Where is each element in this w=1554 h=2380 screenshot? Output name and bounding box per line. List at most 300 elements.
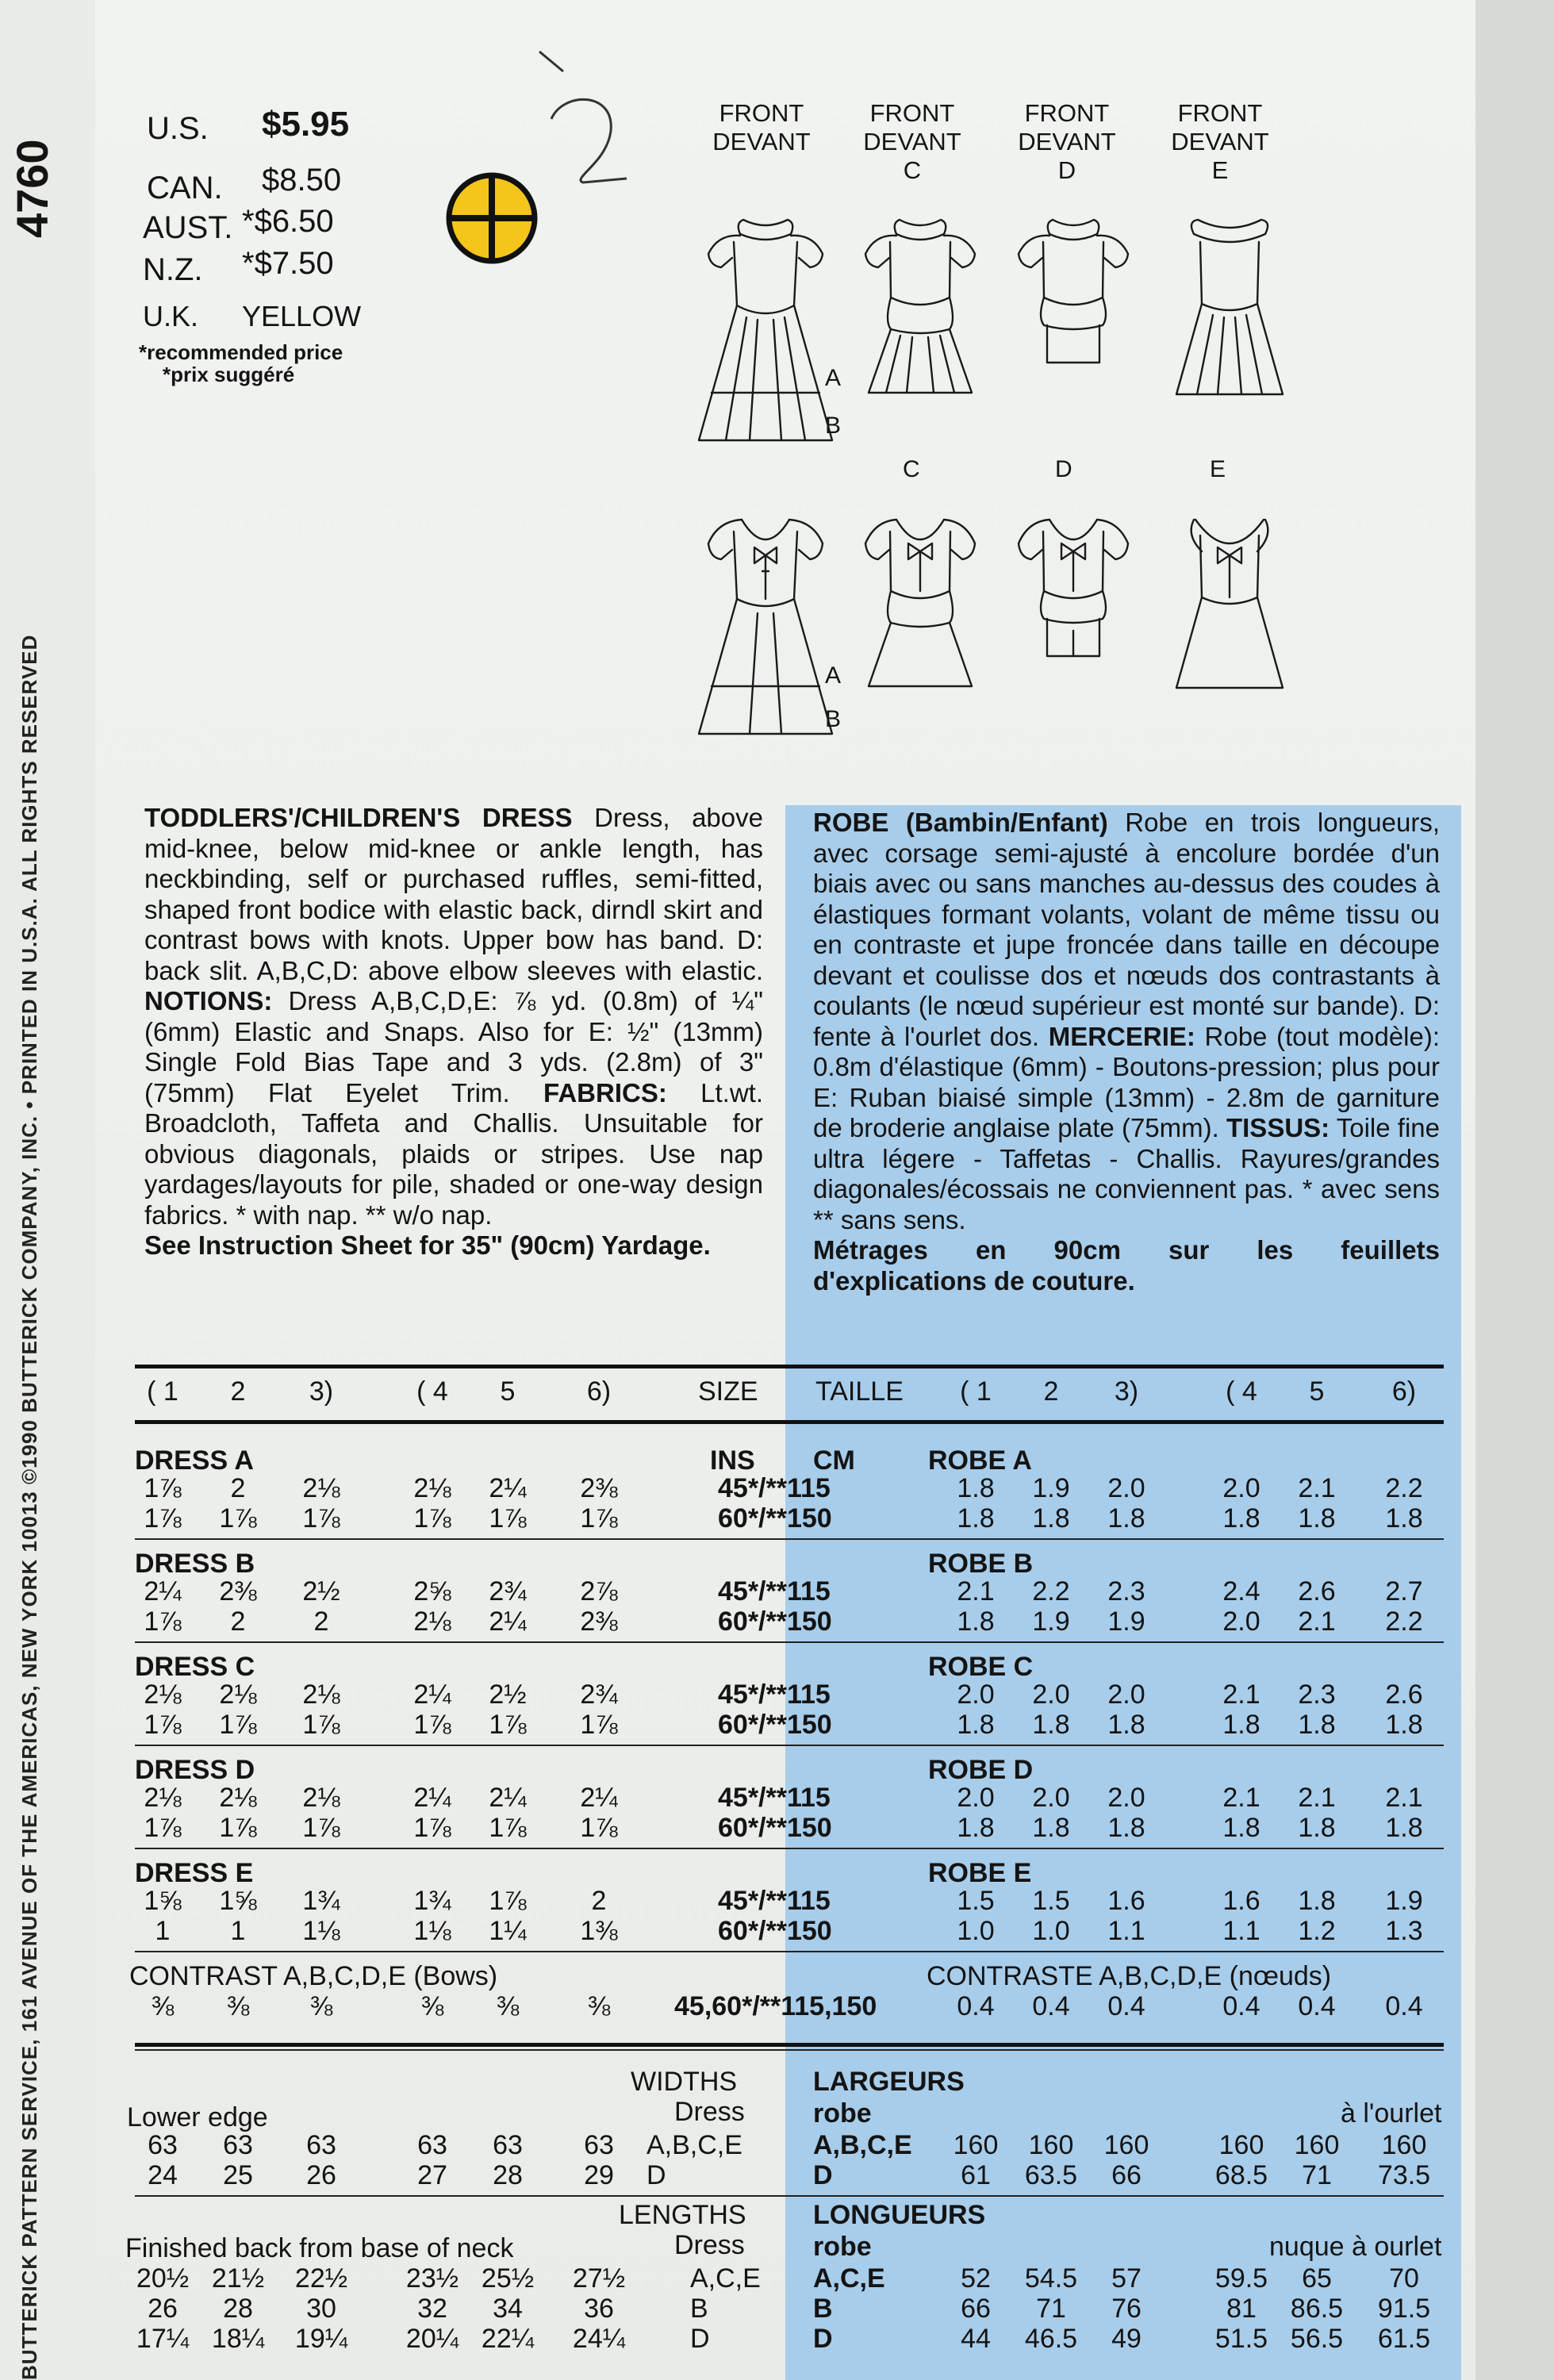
yardage-value: 1⅞ bbox=[413, 1710, 451, 1740]
length-inch-value: 34 bbox=[493, 2294, 523, 2324]
length-cm-value: 46.5 bbox=[1024, 2324, 1078, 2354]
view-name-fr: ROBE B bbox=[928, 1549, 1034, 1579]
metric-value: 2.3 bbox=[1298, 1679, 1336, 1710]
view-label-c: FRONT DEVANT C bbox=[863, 99, 961, 184]
metric-value: 2.0 bbox=[957, 1783, 995, 1813]
description-en bbox=[144, 803, 763, 1261]
width-cm-value: 160 bbox=[1028, 2130, 1074, 2160]
metric-value: 1.8 bbox=[1222, 1503, 1260, 1534]
metric-value: 1.8 bbox=[1107, 1503, 1145, 1534]
metric-value: 1.1 bbox=[1222, 1916, 1260, 1946]
length-inch-value: 19¼ bbox=[294, 2324, 348, 2354]
mercerie-label: MERCERIE: bbox=[1048, 1021, 1195, 1051]
view-name-fr: ROBE E bbox=[928, 1858, 1032, 1888]
width-inch-value: 26 bbox=[306, 2160, 336, 2190]
yardage-value: 1⅞ bbox=[144, 1503, 182, 1534]
largeurs-hem: à l'ourlet bbox=[1341, 2098, 1442, 2129]
longueurs-label: LONGUEURS bbox=[813, 2200, 986, 2230]
metrages-line-2: d'explications de couture. bbox=[813, 1265, 1135, 1296]
table-rule-lengths bbox=[135, 2195, 1444, 2197]
contrast-metric: 0.4 bbox=[1032, 1991, 1070, 2021]
metrages-line-1: Métrages en 90cm sur les feuillets bbox=[813, 1235, 1440, 1265]
metric-value: 2.6 bbox=[1385, 1679, 1423, 1710]
fabric-width: 45*/**115 bbox=[718, 1576, 831, 1606]
price-country-nz: N.Z. bbox=[143, 252, 203, 287]
width-inch-value: 63 bbox=[306, 2130, 336, 2160]
yardage-value: 1⅝ bbox=[144, 1886, 182, 1916]
width-cm-value: 160 bbox=[1218, 2130, 1264, 2160]
metric-value: 1.8 bbox=[1385, 1503, 1423, 1534]
metric-value: 2.0 bbox=[1032, 1783, 1070, 1813]
metric-value: 1.9 bbox=[1385, 1886, 1423, 1916]
yardage-value: 2⅞ bbox=[580, 1576, 618, 1606]
yardage-value: 2¾ bbox=[489, 1576, 527, 1606]
metric-value: 2.1 bbox=[1222, 1783, 1260, 1813]
yardage-value: 1⅞ bbox=[580, 1710, 618, 1740]
metric-value: 2.6 bbox=[1298, 1576, 1336, 1606]
publisher-side-text: BUTTERICK PATTERN SERVICE, 161 AVENUE OF THE AMERICAS, NEW YORK 10013 ©1990 BUTTERICK COMPANY, INC. • PRINTED IN U.S.A. ALL RIGHTS RESERVED bbox=[17, 634, 41, 2380]
metric-value: 1.0 bbox=[1032, 1916, 1070, 1946]
length-views: B bbox=[690, 2294, 708, 2324]
yardage-value: 2⅛ bbox=[413, 1606, 451, 1637]
view-name-fr: ROBE C bbox=[928, 1652, 1034, 1682]
width-cm-value: 160 bbox=[1294, 2130, 1340, 2160]
yardage-value: 1⅞ bbox=[219, 1710, 257, 1740]
metric-value: 1.8 bbox=[1385, 1813, 1423, 1843]
size-label: SIZE bbox=[698, 1376, 758, 1407]
description-fr-body: Robe en trois longueurs, avec corsage semi-ajusté à encolure bordée d'un biais avec ou sans manches au-dessus des coudes à élastiques formant volants, volant de même tissu ou en contraste et jupe froncée dans taille en découpe devant et coulisse dos et nœuds dos contrastants à coulants (le nœud supérieur est monté sur bande). D: fente à l'ourlet dos. bbox=[813, 808, 1440, 1051]
length-views-fr: D bbox=[813, 2324, 833, 2354]
back-view-label-c: C bbox=[903, 456, 920, 482]
length-cm-value: 52 bbox=[961, 2263, 991, 2294]
notions-label: NOTIONS: bbox=[144, 986, 273, 1015]
yardage-value: 1 bbox=[155, 1916, 171, 1946]
contrast-yardage: ⅜ bbox=[151, 1991, 175, 2021]
view-name-en: DRESS C bbox=[135, 1652, 255, 1682]
metric-value: 1.8 bbox=[957, 1503, 995, 1534]
size-header-fr: ( 4 bbox=[1226, 1376, 1257, 1407]
yardage-value: 2 bbox=[591, 1886, 607, 1916]
fabric-width: 60*/**150 bbox=[718, 1503, 832, 1534]
fabric-width: 45*/**115 bbox=[718, 1679, 831, 1710]
width-cm-value: 61 bbox=[961, 2160, 991, 2190]
description-fr-title: ROBE (Bambin/Enfant) bbox=[813, 808, 1108, 837]
length-inch-value: 22½ bbox=[294, 2263, 348, 2294]
length-inch-value: 32 bbox=[417, 2294, 447, 2324]
yardage-value: 2½ bbox=[302, 1576, 340, 1606]
contrast-yardage: ⅜ bbox=[496, 1991, 520, 2021]
envelope-edge bbox=[1475, 0, 1554, 2380]
contrast-width: 45,60*/**115,150 bbox=[674, 1991, 877, 2021]
metric-value: 1.0 bbox=[957, 1916, 995, 1946]
yardage-value: 1⅞ bbox=[302, 1503, 340, 1534]
length-cm-value: 86.5 bbox=[1290, 2294, 1344, 2324]
length-inch-value: 36 bbox=[584, 2294, 614, 2324]
table-rule-widths bbox=[135, 2043, 1444, 2047]
metric-value: 2.2 bbox=[1385, 1606, 1423, 1637]
length-cm-value: 56.5 bbox=[1290, 2324, 1344, 2354]
fabric-width: 60*/**150 bbox=[718, 1710, 832, 1740]
yardage-value: 2 bbox=[230, 1606, 246, 1637]
contrast-metric: 0.4 bbox=[957, 1991, 995, 2021]
back-view-label-e: E bbox=[1210, 456, 1226, 482]
length-cm-value: 76 bbox=[1111, 2294, 1142, 2324]
width-cm-value: 66 bbox=[1111, 2160, 1142, 2190]
lengths-dress-label: Dress bbox=[674, 2230, 745, 2260]
width-views: A,B,C,E bbox=[647, 2130, 742, 2160]
contrast-yardage: ⅜ bbox=[309, 1991, 333, 2021]
yardage-value: 1⅞ bbox=[302, 1813, 340, 1843]
yardage-value: 2¼ bbox=[413, 1783, 451, 1813]
metric-value: 2.0 bbox=[1222, 1473, 1260, 1503]
size-header-fr: 6) bbox=[1391, 1376, 1417, 1407]
contrast-yardage: ⅜ bbox=[587, 1991, 611, 2021]
size-header-en: 2 bbox=[230, 1376, 246, 1407]
description-en-title: TODDLERS'/CHILDREN'S DRESS bbox=[144, 803, 573, 832]
metric-value: 1.8 bbox=[1032, 1813, 1070, 1843]
metric-value: 2.1 bbox=[1385, 1783, 1423, 1813]
width-cm-value: 160 bbox=[953, 2130, 999, 2160]
table-rule-header bbox=[135, 1420, 1444, 1424]
contrast-metric: 0.4 bbox=[1222, 1991, 1260, 2021]
metric-value: 2.1 bbox=[1298, 1473, 1336, 1503]
longueurs-hem: nuque à ourlet bbox=[1269, 2232, 1442, 2262]
widths-dress-label: Dress bbox=[674, 2097, 745, 2127]
metric-value: 2.0 bbox=[1222, 1606, 1260, 1637]
fabric-width: 60*/**150 bbox=[718, 1916, 832, 1946]
length-views-fr: A,C,E bbox=[813, 2263, 885, 2294]
metric-value: 1.1 bbox=[1107, 1916, 1145, 1946]
view-label-1: FRONT DEVANT bbox=[712, 99, 811, 155]
metric-value: 1.6 bbox=[1222, 1886, 1260, 1916]
width-views: D bbox=[647, 2160, 666, 2190]
yardage-value: 2 bbox=[313, 1606, 329, 1637]
length-inch-value: 30 bbox=[306, 2294, 336, 2324]
metric-value: 1.8 bbox=[1222, 1813, 1260, 1843]
yardage-value: 1⅞ bbox=[144, 1606, 182, 1637]
metric-value: 1.8 bbox=[1032, 1503, 1070, 1534]
table-row-rule bbox=[135, 1641, 1444, 1643]
yardage-value: 1⅛ bbox=[302, 1916, 340, 1946]
length-cm-value: 49 bbox=[1111, 2324, 1142, 2354]
cm-label: CM bbox=[813, 1445, 855, 1476]
price-note-fr: *prix suggéré bbox=[163, 363, 295, 386]
widths-label: WIDTHS bbox=[631, 2067, 738, 2097]
metric-value: 2.7 bbox=[1385, 1576, 1423, 1606]
fabric-width: 60*/**150 bbox=[718, 1813, 832, 1843]
length-cm-value: 70 bbox=[1389, 2263, 1419, 2294]
size-header-en: ( 1 bbox=[147, 1376, 178, 1407]
yardage-value: 2¼ bbox=[489, 1606, 527, 1637]
view-name-fr: ROBE D bbox=[928, 1755, 1034, 1785]
yardage-value: 1⅞ bbox=[144, 1710, 182, 1740]
fabric-width: 45*/**115 bbox=[718, 1473, 831, 1503]
contrast-yardage: ⅜ bbox=[420, 1991, 444, 2021]
metric-value: 1.8 bbox=[1032, 1710, 1070, 1740]
yardage-value: 2⅜ bbox=[580, 1473, 618, 1503]
metric-value: 1.8 bbox=[1298, 1503, 1336, 1534]
metric-value: 1.9 bbox=[1032, 1473, 1070, 1503]
price-country-us: U.S. bbox=[147, 111, 209, 146]
width-inch-value: 63 bbox=[584, 2130, 614, 2160]
width-cm-value: 73.5 bbox=[1377, 2160, 1431, 2190]
yardage-value: 1⅞ bbox=[580, 1813, 618, 1843]
pattern-number: 4760 bbox=[7, 139, 57, 238]
yardage-value: 2⅛ bbox=[219, 1679, 257, 1710]
length-inch-value: 25½ bbox=[481, 2263, 535, 2294]
metric-value: 1.8 bbox=[957, 1813, 995, 1843]
width-inch-value: 27 bbox=[417, 2160, 447, 2190]
tissus-label: TISSUS: bbox=[1226, 1113, 1330, 1142]
contrast-label-fr: CONTRASTE A,B,C,D,E (nœuds) bbox=[927, 1961, 1332, 1991]
length-cm-value: 91.5 bbox=[1377, 2294, 1431, 2324]
metric-value: 1.8 bbox=[1222, 1710, 1260, 1740]
yardage-value: 2 bbox=[230, 1473, 246, 1503]
size-header-fr: 5 bbox=[1309, 1376, 1325, 1407]
table-rule-widths-2 bbox=[135, 2049, 1444, 2051]
yardage-value: 2¼ bbox=[489, 1473, 527, 1503]
yardage-value: 2⅛ bbox=[302, 1679, 340, 1710]
yardage-value: 1 bbox=[230, 1916, 246, 1946]
length-cm-value: 57 bbox=[1111, 2263, 1142, 2294]
size-header-en: ( 4 bbox=[416, 1376, 448, 1407]
view-name-en: DRESS A bbox=[135, 1445, 254, 1476]
metric-value: 1.8 bbox=[1107, 1710, 1145, 1740]
yardage-value: 2¼ bbox=[580, 1783, 618, 1813]
yardage-value: 1⅞ bbox=[489, 1813, 527, 1843]
table-row-rule bbox=[135, 1538, 1444, 1540]
yardage-value: 2½ bbox=[489, 1679, 527, 1710]
ins-label: INS bbox=[710, 1445, 755, 1476]
width-inch-value: 25 bbox=[223, 2160, 253, 2190]
yardage-value: 1⅞ bbox=[219, 1813, 257, 1843]
contrast-metric: 0.4 bbox=[1107, 1991, 1145, 2021]
metric-value: 1.8 bbox=[1385, 1710, 1423, 1740]
back-view-dress-e bbox=[1162, 512, 1297, 694]
lengths-label: LENGTHS bbox=[619, 2200, 746, 2230]
length-inch-value: 27½ bbox=[572, 2263, 626, 2294]
length-inch-value: 20½ bbox=[136, 2263, 190, 2294]
metric-value: 1.5 bbox=[1032, 1886, 1070, 1916]
width-inch-value: 63 bbox=[493, 2130, 523, 2160]
metric-value: 2.0 bbox=[1032, 1679, 1070, 1710]
metric-value: 2.1 bbox=[957, 1576, 995, 1606]
yardage-value: 2⅛ bbox=[302, 1473, 340, 1503]
contrast-metric: 0.4 bbox=[1385, 1991, 1423, 2021]
back-view-dress-c bbox=[853, 512, 988, 694]
length-label-a: A bbox=[825, 365, 842, 391]
length-cm-value: 71 bbox=[1036, 2294, 1066, 2324]
length-views-fr: B bbox=[813, 2294, 833, 2324]
size-header-fr: 3) bbox=[1114, 1376, 1139, 1407]
price-country-can: CAN. bbox=[147, 171, 223, 205]
table-row-rule bbox=[135, 1951, 1444, 1952]
front-view-dress-e bbox=[1162, 218, 1297, 401]
yardage-value: 1⅞ bbox=[413, 1813, 451, 1843]
back-view-dress-ab bbox=[694, 512, 837, 742]
metric-value: 1.2 bbox=[1298, 1916, 1336, 1946]
taille-label: TAILLE bbox=[815, 1376, 904, 1407]
view-name-en: DRESS E bbox=[135, 1858, 254, 1888]
table-rule-top bbox=[135, 1365, 1444, 1368]
front-view-dress-ab bbox=[694, 218, 837, 448]
back-length-label-a: A bbox=[825, 662, 842, 689]
length-inch-value: 26 bbox=[148, 2294, 178, 2324]
length-cm-value: 81 bbox=[1226, 2294, 1257, 2324]
width-inch-value: 24 bbox=[148, 2160, 178, 2190]
price-country-uk: U.K. bbox=[143, 300, 199, 332]
view-label-d: FRONT DEVANT D bbox=[1018, 99, 1116, 184]
front-view-dress-d bbox=[1006, 218, 1141, 369]
width-cm-value: 160 bbox=[1103, 2130, 1149, 2160]
metric-value: 1.9 bbox=[1032, 1606, 1070, 1637]
see-instruction-sheet: See Instruction Sheet for 35" (90cm) Yardage. bbox=[144, 1230, 711, 1260]
price-uk: YELLOW bbox=[242, 300, 362, 332]
metric-value: 1.8 bbox=[1107, 1813, 1145, 1843]
table-row-rule bbox=[135, 1745, 1444, 1746]
length-label-b: B bbox=[825, 413, 842, 439]
contrast-metric: 0.4 bbox=[1298, 1991, 1336, 2021]
contrast-yardage: ⅜ bbox=[226, 1991, 250, 2021]
size-header-fr: 2 bbox=[1043, 1376, 1059, 1407]
size-header-en: 6) bbox=[586, 1376, 612, 1407]
width-inch-value: 63 bbox=[417, 2130, 447, 2160]
length-cm-value: 66 bbox=[961, 2294, 991, 2324]
yardage-value: 2¾ bbox=[580, 1679, 618, 1710]
length-inch-value: 23½ bbox=[405, 2263, 459, 2294]
width-inch-value: 63 bbox=[223, 2130, 253, 2160]
metric-value: 2.0 bbox=[1107, 1473, 1145, 1503]
metric-value: 1.8 bbox=[1298, 1886, 1336, 1916]
yardage-value: 1⅞ bbox=[489, 1886, 527, 1916]
largeurs-robe: robe bbox=[813, 2098, 872, 2129]
finished-back-label: Finished back from base of neck bbox=[125, 2233, 514, 2263]
length-inch-value: 28 bbox=[223, 2294, 253, 2324]
yardage-value: 1⅞ bbox=[219, 1503, 257, 1534]
view-name-en: DRESS D bbox=[135, 1755, 255, 1785]
yardage-value: 2¼ bbox=[144, 1576, 182, 1606]
metric-value: 1.9 bbox=[1107, 1606, 1145, 1637]
length-inch-value: 18¼ bbox=[211, 2324, 265, 2354]
metric-value: 1.3 bbox=[1385, 1916, 1423, 1946]
lower-edge-label: Lower edge bbox=[127, 2102, 268, 2132]
back-view-dress-d bbox=[1006, 512, 1141, 662]
yardage-value: 1⅞ bbox=[413, 1503, 451, 1534]
yardage-value: 1⅞ bbox=[489, 1710, 527, 1740]
metric-value: 2.1 bbox=[1298, 1606, 1336, 1637]
yardage-value: 1⅝ bbox=[219, 1886, 257, 1916]
yardage-value: 1⅞ bbox=[144, 1813, 182, 1843]
length-inch-value: 20¼ bbox=[405, 2324, 459, 2354]
yardage-value: 1⅞ bbox=[302, 1710, 340, 1740]
size-header-fr: ( 1 bbox=[960, 1376, 992, 1407]
fabrics-text: Lt.wt. Broadcloth, Taffeta and Challis. Unsuitable for obvious diagonals, plaids or stripes. Use nap yardages/layouts for pile, shaded or one-way design fabrics. * with nap. ** w/o nap. bbox=[144, 1077, 764, 1230]
table-row-rule bbox=[135, 1848, 1444, 1849]
yardage-value: 1⅛ bbox=[413, 1916, 451, 1946]
metric-value: 2.1 bbox=[1298, 1783, 1336, 1813]
length-cm-value: 44 bbox=[961, 2324, 991, 2354]
width-inch-value: 28 bbox=[493, 2160, 523, 2190]
length-cm-value: 59.5 bbox=[1214, 2263, 1268, 2294]
width-views-fr: D bbox=[813, 2160, 833, 2190]
fabric-width: 45*/**115 bbox=[718, 1886, 831, 1916]
length-cm-value: 51.5 bbox=[1214, 2324, 1268, 2354]
width-inch-value: 29 bbox=[584, 2160, 614, 2190]
yardage-value: 2⅜ bbox=[580, 1606, 618, 1637]
yardage-value: 1⅞ bbox=[580, 1503, 618, 1534]
tissus-text: Toile fine ultra légere - Taffetas - Challis. Rayures/grandes diagonales/écossais ne conviennent pas. * avec sens ** sans sens. bbox=[813, 1113, 1440, 1234]
width-cm-value: 160 bbox=[1381, 2130, 1427, 2160]
price-note-en: *recommended price bbox=[139, 340, 343, 364]
metric-value: 1.8 bbox=[957, 1473, 995, 1503]
yardage-value: 1¾ bbox=[413, 1886, 451, 1916]
metric-value: 2.1 bbox=[1222, 1679, 1260, 1710]
yardage-value: 1⅞ bbox=[489, 1503, 527, 1534]
metric-value: 2.3 bbox=[1107, 1576, 1145, 1606]
price-can: $8.50 bbox=[262, 163, 342, 198]
metric-value: 1.8 bbox=[957, 1606, 995, 1637]
yardage-value: 1¾ bbox=[302, 1886, 340, 1916]
length-inch-value: 21½ bbox=[211, 2263, 265, 2294]
metric-value: 1.8 bbox=[957, 1710, 995, 1740]
metric-value: 2.0 bbox=[957, 1679, 995, 1710]
width-cm-value: 63.5 bbox=[1024, 2160, 1078, 2190]
metric-value: 2.2 bbox=[1385, 1473, 1423, 1503]
length-cm-value: 54.5 bbox=[1024, 2263, 1078, 2294]
view-label-e: FRONT DEVANT E bbox=[1171, 99, 1269, 184]
mercerie-text: Robe (tout modèle): 0.8m d'élastique (6mm) - Boutons-pression; plus pour E: Ruban biaisé simple (13mm) - 2.8m de garniture de broderie anglaise plate (75mm). bbox=[813, 1021, 1441, 1142]
metric-value: 1.5 bbox=[957, 1886, 995, 1916]
metric-value: 1.8 bbox=[1298, 1710, 1336, 1740]
metric-value: 2.0 bbox=[1107, 1783, 1145, 1813]
view-name-fr: ROBE A bbox=[928, 1445, 1032, 1476]
yardage-value: 1⅜ bbox=[580, 1916, 618, 1946]
metric-value: 2.4 bbox=[1222, 1576, 1260, 1606]
yardage-value: 2⅛ bbox=[219, 1783, 257, 1813]
size-header-en: 5 bbox=[500, 1376, 516, 1407]
yardage-value: 2⅛ bbox=[413, 1473, 451, 1503]
handwritten-mark bbox=[508, 44, 635, 178]
width-inch-value: 63 bbox=[148, 2130, 178, 2160]
fabric-width: 45*/**115 bbox=[718, 1783, 831, 1813]
metric-value: 1.6 bbox=[1107, 1886, 1145, 1916]
fabric-width: 60*/**150 bbox=[718, 1606, 832, 1637]
metric-value: 2.0 bbox=[1107, 1679, 1145, 1710]
back-view-label-d: D bbox=[1055, 456, 1072, 482]
description-fr bbox=[813, 808, 1440, 1296]
yellow-price-circle-icon bbox=[444, 171, 539, 266]
yardage-value: 1¼ bbox=[489, 1916, 527, 1946]
size-header-en: 3) bbox=[309, 1376, 334, 1407]
description-en-body: Dress, above mid-knee, below mid-knee or ankle length, has neckbinding, self or purchased ruffles, semi-fitted, shaped front bodice with elastic back, dirndl skirt and contrast bows with knots. Upper bow has band. D: back slit. A,B,C,D: above elbow sleeves with elastic. bbox=[144, 803, 763, 985]
longueurs-robe: robe bbox=[813, 2232, 872, 2262]
length-cm-value: 65 bbox=[1302, 2263, 1332, 2294]
length-views: A,C,E bbox=[690, 2263, 761, 2294]
largeurs-label: LARGEURS bbox=[813, 2067, 965, 2097]
price-nz: *$7.50 bbox=[242, 246, 334, 281]
metric-value: 1.8 bbox=[1298, 1813, 1336, 1843]
yardage-value: 2¼ bbox=[489, 1783, 527, 1813]
yardage-value: 2⅛ bbox=[144, 1679, 182, 1710]
contrast-label-en: CONTRAST A,B,C,D,E (Bows) bbox=[129, 1961, 498, 1991]
price-country-aust: AUST. bbox=[143, 210, 233, 245]
yardage-value: 2⅝ bbox=[413, 1576, 451, 1606]
view-name-en: DRESS B bbox=[135, 1549, 255, 1579]
yardage-value: 2⅜ bbox=[219, 1576, 257, 1606]
yardage-value: 1⅞ bbox=[144, 1473, 182, 1503]
notions-text: Dress A,B,C,D,E: ⅞ yd. (0.8m) of ¼" (6mm) Elastic and Snaps. Also for E: ½" (13mm) Single Fold Bias Tape and 3 yds. (2.8m) of 3" (75mm) Flat Eyelet Trim. bbox=[144, 986, 764, 1107]
width-cm-value: 71 bbox=[1302, 2160, 1332, 2190]
